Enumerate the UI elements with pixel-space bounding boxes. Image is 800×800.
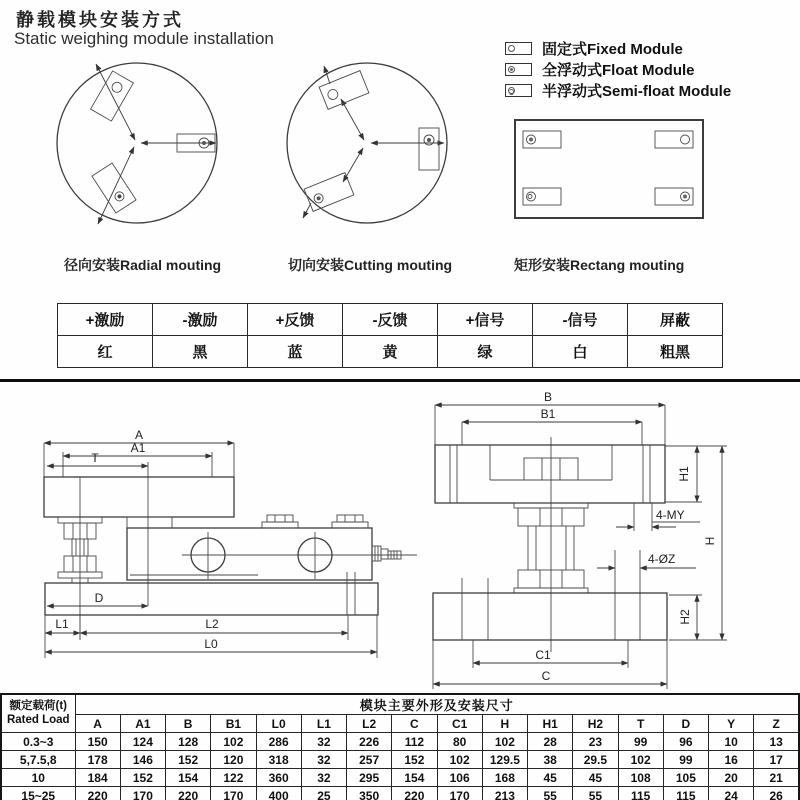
rated-load-cell: 5,7.5,8 xyxy=(1,751,75,769)
spec-value-cell: 154 xyxy=(166,769,211,787)
dim-label-c: C xyxy=(541,669,551,683)
front-view-drawing xyxy=(433,390,727,689)
spec-value-cell: 80 xyxy=(437,733,482,751)
dim-label-4oz: 4-ØZ xyxy=(648,552,676,566)
spec-data-row xyxy=(1,769,799,787)
wiring-color-cell: 绿 xyxy=(438,336,533,368)
rectang-mounting-diagram xyxy=(515,120,703,218)
dim-label-h2: H2 xyxy=(678,609,692,625)
spec-value-cell: 105 xyxy=(663,769,708,787)
spec-value-cell: 184 xyxy=(75,769,120,787)
spec-value-cell: 170 xyxy=(437,787,482,800)
spec-data-row xyxy=(1,733,799,751)
spec-value-cell: 122 xyxy=(211,769,256,787)
spec-value-cell: 102 xyxy=(211,733,256,751)
caption-rectang-mounting: 矩形安装Rectang mouting xyxy=(514,257,685,273)
spec-value-cell: 146 xyxy=(120,751,165,769)
spec-value-cell: 55 xyxy=(573,787,618,800)
spec-value-cell: 295 xyxy=(347,769,392,787)
spec-value-cell: 152 xyxy=(120,769,165,787)
spec-column-header: L0 xyxy=(256,715,301,733)
wiring-header-cell: -激励 xyxy=(153,304,248,336)
spec-column-header: H2 xyxy=(573,715,618,733)
dim-label-d: D xyxy=(94,591,104,605)
spec-column-header: A1 xyxy=(120,715,165,733)
legend-label: 固定式Fixed Module xyxy=(542,41,683,58)
spec-value-cell: 170 xyxy=(120,787,165,800)
spec-value-cell: 350 xyxy=(347,787,392,800)
wiring-color-cell: 黄 xyxy=(343,336,438,368)
spec-value-cell: 55 xyxy=(528,787,573,800)
spec-value-cell: 25 xyxy=(301,787,346,800)
spec-value-cell: 400 xyxy=(256,787,301,800)
spec-value-cell: 38 xyxy=(528,751,573,769)
wiring-header-cell: -信号 xyxy=(533,304,628,336)
spec-value-cell: 220 xyxy=(75,787,120,800)
spec-value-cell: 26 xyxy=(754,787,799,800)
wiring-header-cell: -反馈 xyxy=(343,304,438,336)
spec-value-cell: 360 xyxy=(256,769,301,787)
caption-cutting-mounting: 切向安装Cutting mouting xyxy=(288,257,453,273)
wiring-header-cell: 屏蔽 xyxy=(628,304,723,336)
spec-value-cell: 220 xyxy=(392,787,437,800)
spec-value-cell: 32 xyxy=(301,769,346,787)
spec-value-cell: 10 xyxy=(709,733,754,751)
dim-label-l2: L2 xyxy=(205,617,219,631)
spec-header-row-2 xyxy=(1,715,799,733)
rated-load-cell: 0.3~3 xyxy=(1,733,75,751)
spec-value-cell: 129.5 xyxy=(482,751,527,769)
spec-value-cell: 29.5 xyxy=(573,751,618,769)
caption-radial-mounting: 径向安装Radial mouting xyxy=(64,257,222,273)
spec-column-header: B xyxy=(166,715,211,733)
spec-column-header: D xyxy=(663,715,708,733)
spec-column-header: C xyxy=(392,715,437,733)
dim-label-a1: A1 xyxy=(130,441,146,455)
spec-column-header: H xyxy=(482,715,527,733)
spec-value-cell: 152 xyxy=(166,751,211,769)
spec-value-cell: 170 xyxy=(211,787,256,800)
spec-value-cell: 257 xyxy=(347,751,392,769)
spec-merged-header: 模块主要外形及安装尺寸 xyxy=(75,694,799,715)
spec-value-cell: 318 xyxy=(256,751,301,769)
wiring-header-row xyxy=(58,304,723,336)
wiring-header-cell: +激励 xyxy=(58,304,153,336)
spec-value-cell: 115 xyxy=(618,787,663,800)
rated-load-cell: 15~25 xyxy=(1,787,75,800)
spec-value-cell: 128 xyxy=(166,733,211,751)
spec-value-cell: 17 xyxy=(754,751,799,769)
spec-dimension-table xyxy=(0,693,800,800)
spec-value-cell: 112 xyxy=(392,733,437,751)
side-view-drawing xyxy=(44,428,417,658)
spec-value-cell: 32 xyxy=(301,733,346,751)
spec-header-row-1 xyxy=(1,694,799,715)
cutting-mounting-diagram xyxy=(287,63,447,223)
spec-data-row xyxy=(1,787,799,800)
legend-label: 半浮动式Semi-float Module xyxy=(542,83,732,100)
wiring-color-table xyxy=(57,303,723,368)
spec-value-cell: 213 xyxy=(482,787,527,800)
spec-column-header: A xyxy=(75,715,120,733)
dim-label-b1: B1 xyxy=(540,407,556,421)
spec-column-header: H1 xyxy=(528,715,573,733)
spec-column-header: Z xyxy=(754,715,799,733)
rated-load-header-en: Rated Load xyxy=(6,713,70,726)
spec-value-cell: 226 xyxy=(347,733,392,751)
dim-label-a: A xyxy=(134,428,144,442)
wiring-color-row xyxy=(58,336,723,368)
page-title-zh: 静载模块安装方式 xyxy=(16,10,184,30)
spec-value-cell: 45 xyxy=(528,769,573,787)
spec-value-cell: 286 xyxy=(256,733,301,751)
dim-label-b: B xyxy=(543,390,553,404)
spec-value-cell: 154 xyxy=(392,769,437,787)
dim-label-h: H xyxy=(703,536,717,546)
spec-value-cell: 16 xyxy=(709,751,754,769)
spec-value-cell: 13 xyxy=(754,733,799,751)
spec-value-cell: 28 xyxy=(528,733,573,751)
spec-value-cell: 102 xyxy=(437,751,482,769)
dim-label-h1: H1 xyxy=(677,466,691,482)
spec-column-header: T xyxy=(618,715,663,733)
dim-label-c1: C1 xyxy=(535,648,551,662)
wiring-header-cell: +反馈 xyxy=(248,304,343,336)
spec-value-cell: 102 xyxy=(618,751,663,769)
rated-load-header-zh: 额定载荷(t) xyxy=(9,699,67,712)
spec-data-row xyxy=(1,751,799,769)
wiring-color-cell: 白 xyxy=(533,336,628,368)
wiring-color-cell: 黑 xyxy=(153,336,248,368)
spec-value-cell: 168 xyxy=(482,769,527,787)
dim-label-l1: L1 xyxy=(55,617,69,631)
rated-load-header xyxy=(1,694,75,733)
spec-value-cell: 32 xyxy=(301,751,346,769)
radial-mounting-diagram xyxy=(57,63,217,224)
spec-value-cell: 96 xyxy=(663,733,708,751)
spec-value-cell: 178 xyxy=(75,751,120,769)
spec-value-cell: 99 xyxy=(618,733,663,751)
spec-column-header: Y xyxy=(709,715,754,733)
spec-value-cell: 23 xyxy=(573,733,618,751)
spec-value-cell: 220 xyxy=(166,787,211,800)
spec-column-header: L2 xyxy=(347,715,392,733)
spec-value-cell: 102 xyxy=(482,733,527,751)
dim-label-l0: L0 xyxy=(204,637,218,651)
wiring-header-cell: +信号 xyxy=(438,304,533,336)
spec-value-cell: 124 xyxy=(120,733,165,751)
rated-load-cell: 10 xyxy=(1,769,75,787)
spec-value-cell: 106 xyxy=(437,769,482,787)
spec-value-cell: 20 xyxy=(709,769,754,787)
spec-value-cell: 150 xyxy=(75,733,120,751)
spec-column-header: L1 xyxy=(301,715,346,733)
section-divider xyxy=(0,379,800,382)
spec-value-cell: 152 xyxy=(392,751,437,769)
wiring-color-cell: 粗黑 xyxy=(628,336,723,368)
spec-value-cell: 108 xyxy=(618,769,663,787)
wiring-color-cell: 蓝 xyxy=(248,336,343,368)
legend-label: 全浮动式Float Module xyxy=(542,62,695,79)
wiring-color-cell: 红 xyxy=(58,336,153,368)
spec-column-header: C1 xyxy=(437,715,482,733)
spec-value-cell: 24 xyxy=(709,787,754,800)
spec-column-header: B1 xyxy=(211,715,256,733)
dim-label-4my: 4-MY xyxy=(656,508,685,522)
spec-value-cell: 115 xyxy=(663,787,708,800)
spec-value-cell: 99 xyxy=(663,751,708,769)
dim-label-t: T xyxy=(91,451,99,465)
spec-value-cell: 21 xyxy=(754,769,799,787)
spec-value-cell: 45 xyxy=(573,769,618,787)
page-title-en: Static weighing module installation xyxy=(14,29,274,48)
spec-value-cell: 120 xyxy=(211,751,256,769)
